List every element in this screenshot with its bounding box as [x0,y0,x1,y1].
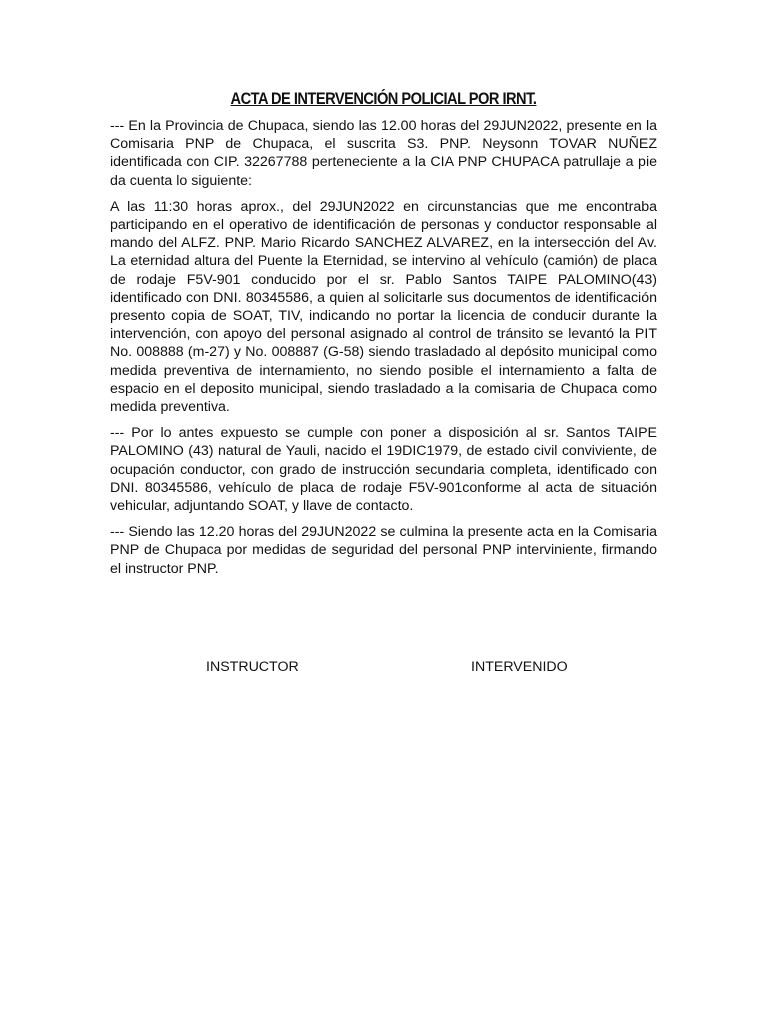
signature-intervenido-label: INTERVENIDO [471,659,568,675]
document-title: ACTA DE INTERVENCIÓN POLICIAL POR IRNT. [230,89,537,108]
paragraph-disposition: --- Por lo antes expuesto se cumple con poner a disposición al sr. Santos TAIPE PALOMINO (43) natural de Yauli, nacido el 19DIC1979, de estado civil conviviente, de ocupación conductor, con grado de instrucción secundaria completa, identificado con DNI. 80345586, vehículo de placa de rodaje F5V-901conforme al acta de situación vehicular, adjuntando SOAT, y llave de contacto. [110,425,657,515]
signature-instructor-label: INSTRUCTOR [206,659,299,675]
document-page [110,88,657,586]
paragraph-intervention: A las 11:30 horas aprox., del 29JUN2022 en circunstancias que me encontraba participando en el operativo de identificación de personas y conductor responsable al mando del ALFZ. PNP. Mario Ricardo SANCHEZ ALVAREZ, en la intersección del Av. La eternidad altura del Puente la Eternidad, se intervino al vehículo (camión) de placa de rodaje F5V-901 conducido por el sr. Pablo Santos TAIPE PALOMINO(43) identificado con DNI. 80345586, a quien al solicitarle sus documentos de identificación presento copia de SOAT, TIV, indicando no portar la licencia de conducir durante la intervención, con apoyo del personal asignado al control de tránsito se levantó la PIT No. 008888 (m-27) y No. 008887 (G-58) siendo trasladado al depósito municipal como medida preventiva de internamiento, no siendo posible el internamiento a falta de espacio en el deposito municipal, siendo trasladado a la comisaria de Chupaca como medida preventiva. [110,198,657,416]
paragraph-closing: --- Siendo las 12.20 horas del 29JUN2022 se culmina la presente acta en la Comisaria PNP de Chupaca por medidas de seguridad del personal PNP interviniente, firmando el instructor PNP. [110,524,657,577]
paragraph-opening: --- En la Provincia de Chupaca, siendo las 12.00 horas del 29JUN2022, presente en la Comisaria PNP de Chupaca, el suscrita S3. PNP. Neysonn TOVAR NUÑEZ identificada con CIP. 32267788 perteneciente a la CIA PNP CHUPACA patrullaje a pie da cuenta lo siguiente: [110,118,657,189]
signature-block [0,658,768,678]
